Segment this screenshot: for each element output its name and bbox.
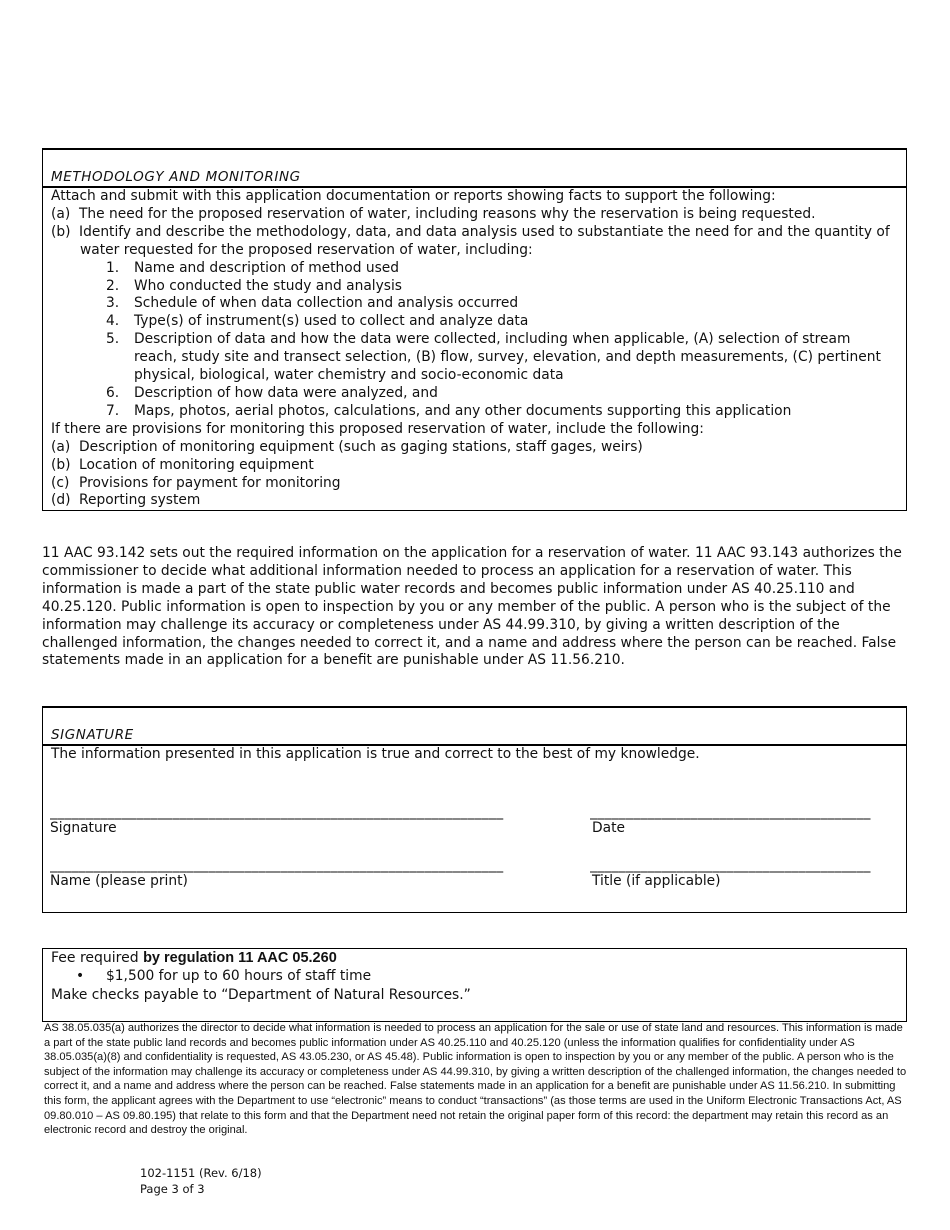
method-list-item: 2. Who conducted the study and analysis — [106, 277, 402, 294]
methodology-item-b-cont: water requested for the proposed reservation of water, including: — [80, 241, 533, 258]
fee-bullet: • $1,500 for up to 60 hours of staff time — [76, 968, 372, 984]
form-number: 102-1151 (Rev. 6/18) — [140, 1166, 262, 1180]
fee-section — [42, 948, 907, 1022]
signature-line: _______________________________________________________________ — [50, 804, 504, 820]
methodology-item-b: (b) Identify and describe the methodology, data, and data analysis used to substantiate the need for and the quantity of — [51, 223, 890, 240]
methodology-item-a: (a) The need for the proposed reservation of water, including reasons why the reservation is being requested. — [51, 205, 816, 222]
method-list-item: 6. Description of how data were analyzed, and — [106, 384, 438, 401]
monitoring-item: (d) Reporting system — [51, 492, 201, 509]
signature-label: Signature — [50, 820, 117, 836]
title-label: Title (if applicable) — [592, 873, 721, 889]
name-label: Name (please print) — [50, 873, 188, 889]
date-label: Date — [592, 820, 625, 836]
method-list-item: 5. Description of data and how the data were collected, including when applicable, (A) selection of stream reach, study site and transect selection, (B) flow, survey, elevation, and depth measurements, (C) pertinent physical, biological, water chemistry and socio-economic data — [106, 331, 881, 384]
form-footer — [140, 1166, 262, 1197]
method-list-item: 4. Type(s) of instrument(s) used to collect and analyze data — [106, 313, 529, 330]
method-list-item: 3. Schedule of when data collection and analysis occurred — [106, 295, 519, 312]
monitoring-item: (a) Description of monitoring equipment (such as gaging stations, staff gages, weirs) — [51, 438, 643, 455]
methodology-section — [42, 148, 907, 511]
method-list-item: 7. Maps, photos, aerial photos, calculations, and any other documents supporting this application — [106, 402, 792, 419]
methodology-title: METHODOLOGY AND MONITORING — [43, 150, 906, 188]
public-information-paragraph: 11 AAC 93.142 sets out the required information on the application for a reservation of water. 11 AAC 93.143 authorizes the commissioner to decide what additional information needed to process an application for a reservation of water. This information is made a part of the state public water records and becomes public information under AS 40.25.110 and 40.25.120. Public information is open to inspection by you or any member of the public. A person who is the subject of the information may challenge its accuracy or completeness under AS 44.99.310, by giving a written description of the challenged information, the changes needed to correct it, and a name and address where the person can be reached. False statements made in an application for a benefit are punishable under AS 11.56.210. — [42, 545, 902, 669]
fee-checks-note: Make checks payable to “Department of Natural Resources.” — [51, 987, 471, 1003]
methodology-intro: Attach and submit with this application documentation or reports showing facts to support the following: — [51, 188, 776, 204]
signature-section — [42, 706, 907, 913]
bullet-icon: • — [76, 968, 85, 984]
monitoring-item: (c) Provisions for payment for monitoring — [51, 474, 341, 491]
name-line: _______________________________________________________________ — [50, 857, 504, 873]
date-line: _______________________________________ — [590, 804, 871, 820]
signature-statement: The information presented in this application is true and correct to the best of my knowledge. — [51, 746, 700, 762]
method-list-item: 1. Name and description of method used — [106, 259, 400, 276]
page-number: Page 3 of 3 — [140, 1181, 205, 1196]
monitoring-intro: If there are provisions for monitoring this proposed reservation of water, include the following: — [51, 420, 704, 437]
monitoring-item: (b) Location of monitoring equipment — [51, 456, 314, 473]
legal-notice: AS 38.05.035(a) authorizes the director to decide what information is needed to process an application for the sale or use of state land and resources. This information is made a part of the state public land records and becomes public information under AS 40.25.110 and 40.25.120 (unless the information qualifies for confidentiality under AS 38.05.035(a)(8) and confidentiality is requested, AS 43.05.230, or AS 45.48). Public information is open to inspection by you or any member of the public. A person who is the subject of the information may challenge its accuracy or completeness under AS 44.99.310, by giving a written description of the challenged information, the changes needed to correct it, and a name and address where the person can be reached. False statements made in an application for a benefit are punishable under AS 11.56.210. In submitting this form, the applicant agrees with the Department to use “electronic” means to conduct “transactions” (as those terms are used in the Uniform Electronic Transactions Act, AS 09.80.010 – AS 09.80.195) that relate to this form and that the Department need not retain the original paper form of this record: the department may retain this record as an electronic record and destroy the original. — [44, 1022, 907, 1137]
title-line: _______________________________________ — [590, 857, 871, 873]
fee-heading: Fee required by regulation 11 AAC 05.260 — [51, 950, 337, 966]
signature-title: SIGNATURE — [43, 708, 906, 746]
